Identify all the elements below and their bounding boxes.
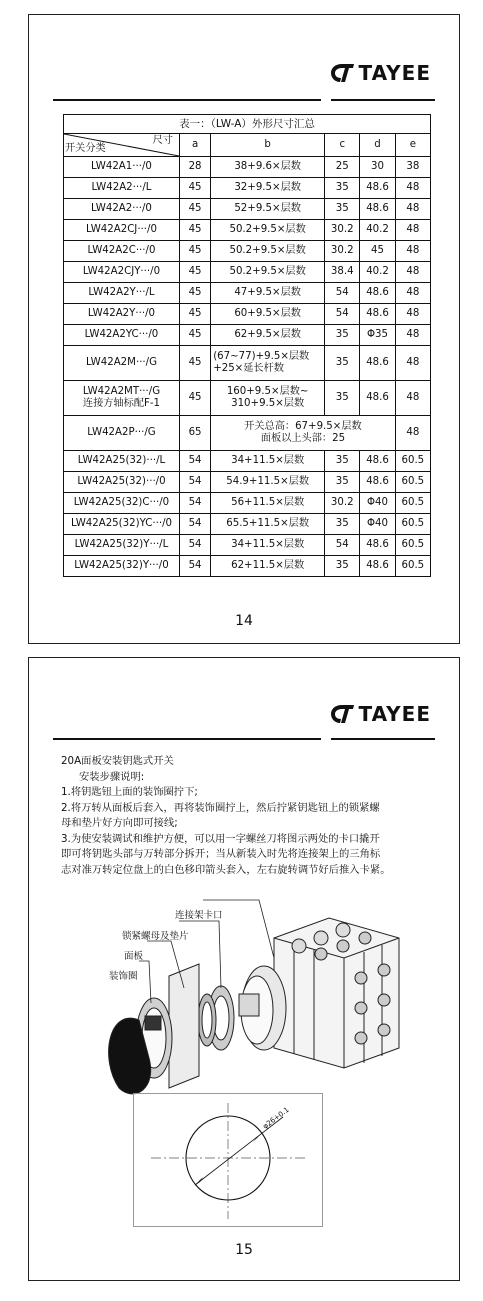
c-cell: 35: [325, 556, 360, 577]
e-cell: 48: [395, 199, 430, 220]
b-cell: 56+11.5×层数: [211, 493, 325, 514]
lock-nut: [198, 986, 234, 1050]
page-number: 14: [235, 613, 253, 629]
table-row: [64, 178, 431, 199]
instruction-line: 母和垫片好方向即可接线;: [61, 817, 178, 829]
table-body-lower: [64, 451, 431, 577]
diameter-label: φ26+0.1: [261, 1105, 291, 1131]
model-cell: LW42A1···/0: [64, 157, 180, 178]
instruction-line: 1.将钥匙钮上面的装饰圈拧下;: [61, 786, 198, 798]
b-cell: 47+9.5×层数: [211, 283, 325, 304]
b-cell: 32+9.5×层数: [211, 178, 325, 199]
c-cell: 35: [325, 451, 360, 472]
callout-nut: 锁紧螺母及垫片: [122, 931, 189, 942]
model-cell: LW42A25(32)YC···/0: [64, 514, 180, 535]
d-cell: 30: [360, 157, 395, 178]
header-b: b: [211, 134, 325, 157]
tayee-logo-icon: [329, 62, 355, 84]
b-line-1: 160+9.5×层数~: [226, 386, 309, 397]
c-cell: 35: [325, 178, 360, 199]
table-body-upper: [64, 157, 431, 346]
table-row: [64, 304, 431, 325]
d-cell: 45: [360, 241, 395, 262]
c-cell: 30.2: [325, 220, 360, 241]
d-cell: Φ35: [360, 325, 395, 346]
d-cell: Φ40: [360, 493, 395, 514]
b-line-1: (67~77)+9.5×层数: [213, 351, 310, 362]
brand-name: TAYEE: [358, 61, 431, 85]
callout-ring: 装饰圈: [109, 971, 138, 982]
e-cell: 60.5: [395, 556, 430, 577]
header-d: d: [360, 134, 395, 157]
a-cell: 28: [179, 157, 210, 178]
d-cell: 48.6: [360, 304, 395, 325]
arrow-head: [253, 1134, 261, 1142]
header-a: a: [179, 134, 210, 157]
table-row: [64, 157, 431, 178]
b-cell: 34+11.5×层数: [211, 535, 325, 556]
a-cell: 45: [179, 283, 210, 304]
b-line-2: +25×延长杆数: [213, 363, 284, 374]
page-14: [28, 14, 460, 644]
d-cell: 48.6: [360, 199, 395, 220]
bcd-line-1: 开关总高：67+9.5×层数: [244, 421, 362, 432]
model-cell: LW42A2···/L: [64, 178, 180, 199]
e-cell: 38: [395, 157, 430, 178]
instruction-line: 志对准万转定位盘上的白色移印箭头套入，左右旋转调节好后推入卡紧。: [61, 863, 391, 876]
panel-cutout-drawing: [133, 1093, 323, 1227]
c-cell: 54: [325, 304, 360, 325]
e-cell: 48: [395, 178, 430, 199]
d-cell: 48.6: [360, 178, 395, 199]
switch-body: [274, 918, 399, 1068]
c-cell: 38.4: [325, 262, 360, 283]
b-cell: 62+9.5×层数: [211, 325, 325, 346]
brand-logo: [329, 702, 431, 726]
b-cell: 50.2+9.5×层数: [211, 241, 325, 262]
tayee-logo-icon: [329, 703, 355, 725]
table-row: [64, 451, 431, 472]
table-caption: 表一：（LW-A）外形尺寸汇总: [64, 115, 431, 134]
b-cell: 54.9+11.5×层数: [211, 472, 325, 493]
c-cell: 35: [325, 472, 360, 493]
b-cell: 65.5+11.5×层数: [211, 514, 325, 535]
c-cell: 35: [325, 325, 360, 346]
a-cell: 45: [179, 199, 210, 220]
table-row: [64, 220, 431, 241]
model-cell: LW42A25(32)···/0: [64, 472, 180, 493]
a-cell: 54: [179, 451, 210, 472]
d-cell: 40.2: [360, 220, 395, 241]
a-cell: 54: [179, 535, 210, 556]
corner-bottom-label: 开关分类: [65, 143, 106, 154]
e-cell: 48: [395, 381, 430, 416]
table-row: [64, 472, 431, 493]
table-row: [64, 346, 431, 381]
a-cell: 45: [179, 304, 210, 325]
c-cell: 35: [325, 514, 360, 535]
e-cell: 60.5: [395, 514, 430, 535]
d-cell: 48.6: [360, 283, 395, 304]
e-cell: 60.5: [395, 535, 430, 556]
e-cell: 48: [395, 416, 430, 451]
a-cell: 54: [179, 493, 210, 514]
table-row: [64, 493, 431, 514]
model-cell: LW42A25(32)···/L: [64, 451, 180, 472]
model-cell: LW42A2YC···/0: [64, 325, 180, 346]
model-cell: LW42A2C···/0: [64, 241, 180, 262]
model-cell: LW42A25(32)Y···/L: [64, 535, 180, 556]
model-cell: LW42A25(32)Y···/0: [64, 556, 180, 577]
c-cell: 35: [325, 381, 360, 416]
c-cell: 30.2: [325, 241, 360, 262]
table-row: [64, 556, 431, 577]
d-cell: Φ40: [360, 514, 395, 535]
model-cell: LW42A2CJY···/0: [64, 262, 180, 283]
d-cell: 48.6: [360, 535, 395, 556]
model-cell: LW42A25(32)C···/0: [64, 493, 180, 514]
a-cell: 54: [179, 514, 210, 535]
a-cell: 45: [179, 220, 210, 241]
model-line-2: 连接方轴标配F-1: [82, 398, 161, 409]
e-cell: 60.5: [395, 472, 430, 493]
d-cell: 48.6: [360, 556, 395, 577]
instruction-line: 即可将钥匙头部与万转部分拆开；当从新装入时先将连接架上的三角标: [61, 848, 381, 860]
arrow-head: [195, 1177, 203, 1185]
c-cell: 35: [325, 346, 360, 381]
model-cell: LW42A2P···/G: [64, 416, 180, 451]
instruction-title: 20A面板安装钥匙式开关: [61, 755, 174, 767]
e-cell: 48: [395, 346, 430, 381]
d-cell: 40.2: [360, 262, 395, 283]
a-cell: 54: [179, 556, 210, 577]
brand-name: TAYEE: [358, 702, 431, 726]
b-cell: 50.2+9.5×层数: [211, 262, 325, 283]
e-cell: 48: [395, 220, 430, 241]
model-cell: LW42A2Y···/0: [64, 304, 180, 325]
b-cell: 62+11.5×层数: [211, 556, 325, 577]
a-cell: 54: [179, 472, 210, 493]
c-cell: 54: [325, 535, 360, 556]
table-row: [64, 199, 431, 220]
panel-plate: [169, 964, 199, 1088]
e-cell: 48: [395, 325, 430, 346]
model-cell: LW42A2M···/G: [64, 346, 180, 381]
b-cell: [211, 346, 325, 381]
corner-top-label: 尺寸: [152, 135, 173, 146]
b-cell: 60+9.5×层数: [211, 304, 325, 325]
instruction-line: 3.为使安装调试和维护方便，可以用一字螺丝刀将图示两处的卡口撬开: [61, 832, 380, 845]
header-rule: [53, 99, 435, 102]
connecting-bracket: [239, 966, 286, 1050]
page-number: 15: [235, 1242, 253, 1258]
header-e: e: [395, 134, 430, 157]
header-c: c: [325, 134, 360, 157]
c-cell: 30.2: [325, 493, 360, 514]
a-cell: 65: [179, 416, 210, 451]
brand-logo: [329, 61, 431, 85]
model-line-1: LW42A2MT···/G: [82, 386, 161, 397]
installation-instructions: [61, 754, 451, 878]
callout-panel: 面板: [124, 951, 144, 962]
instruction-line: 2.将万转从面板后套入，再将装饰圈拧上，然后拧紧钥匙钮上的锁紧螺: [61, 801, 380, 814]
bcd-line-2: 面板以上头部：25: [260, 433, 346, 444]
a-cell: 45: [179, 178, 210, 199]
d-cell: 48.6: [360, 346, 395, 381]
b-cell: 34+11.5×层数: [211, 451, 325, 472]
b-cell: 38+9.6×层数: [211, 157, 325, 178]
d-cell: 48.6: [360, 451, 395, 472]
table-row: [64, 262, 431, 283]
c-cell: 25: [325, 157, 360, 178]
e-cell: 48: [395, 241, 430, 262]
a-cell: 45: [179, 262, 210, 283]
header-rule: [53, 738, 435, 741]
table-row: [64, 514, 431, 535]
model-cell: [64, 381, 180, 416]
b-line-2: 310+9.5×层数: [231, 398, 305, 409]
d-cell: 48.6: [360, 381, 395, 416]
a-cell: 45: [179, 381, 210, 416]
a-cell: 45: [179, 346, 210, 381]
c-cell: 35: [325, 199, 360, 220]
a-cell: 45: [179, 325, 210, 346]
dimension-table: [63, 114, 431, 577]
e-cell: 48: [395, 262, 430, 283]
table-row: [64, 325, 431, 346]
e-cell: 60.5: [395, 493, 430, 514]
decorative-ring-and-key: [109, 998, 172, 1094]
b-cell: [211, 381, 325, 416]
e-cell: 48: [395, 304, 430, 325]
table-row: [64, 381, 431, 416]
model-cell: LW42A2CJ···/0: [64, 220, 180, 241]
model-cell: LW42A2···/0: [64, 199, 180, 220]
table-row: [64, 416, 431, 451]
callout-bracket: 连接架卡口: [175, 910, 223, 921]
model-cell: LW42A2Y···/L: [64, 283, 180, 304]
c-cell: 54: [325, 283, 360, 304]
table-row: [64, 241, 431, 262]
instruction-subtitle: 安装步骤说明:: [79, 770, 145, 783]
b-cell: 50.2+9.5×层数: [211, 220, 325, 241]
table-row: [64, 283, 431, 304]
a-cell: 45: [179, 241, 210, 262]
table-row: [64, 535, 431, 556]
corner-header-cell: [64, 134, 180, 157]
bcd-merged-cell: [211, 416, 395, 451]
e-cell: 60.5: [395, 451, 430, 472]
d-cell: 48.6: [360, 472, 395, 493]
e-cell: 48: [395, 283, 430, 304]
b-cell: 52+9.5×层数: [211, 199, 325, 220]
